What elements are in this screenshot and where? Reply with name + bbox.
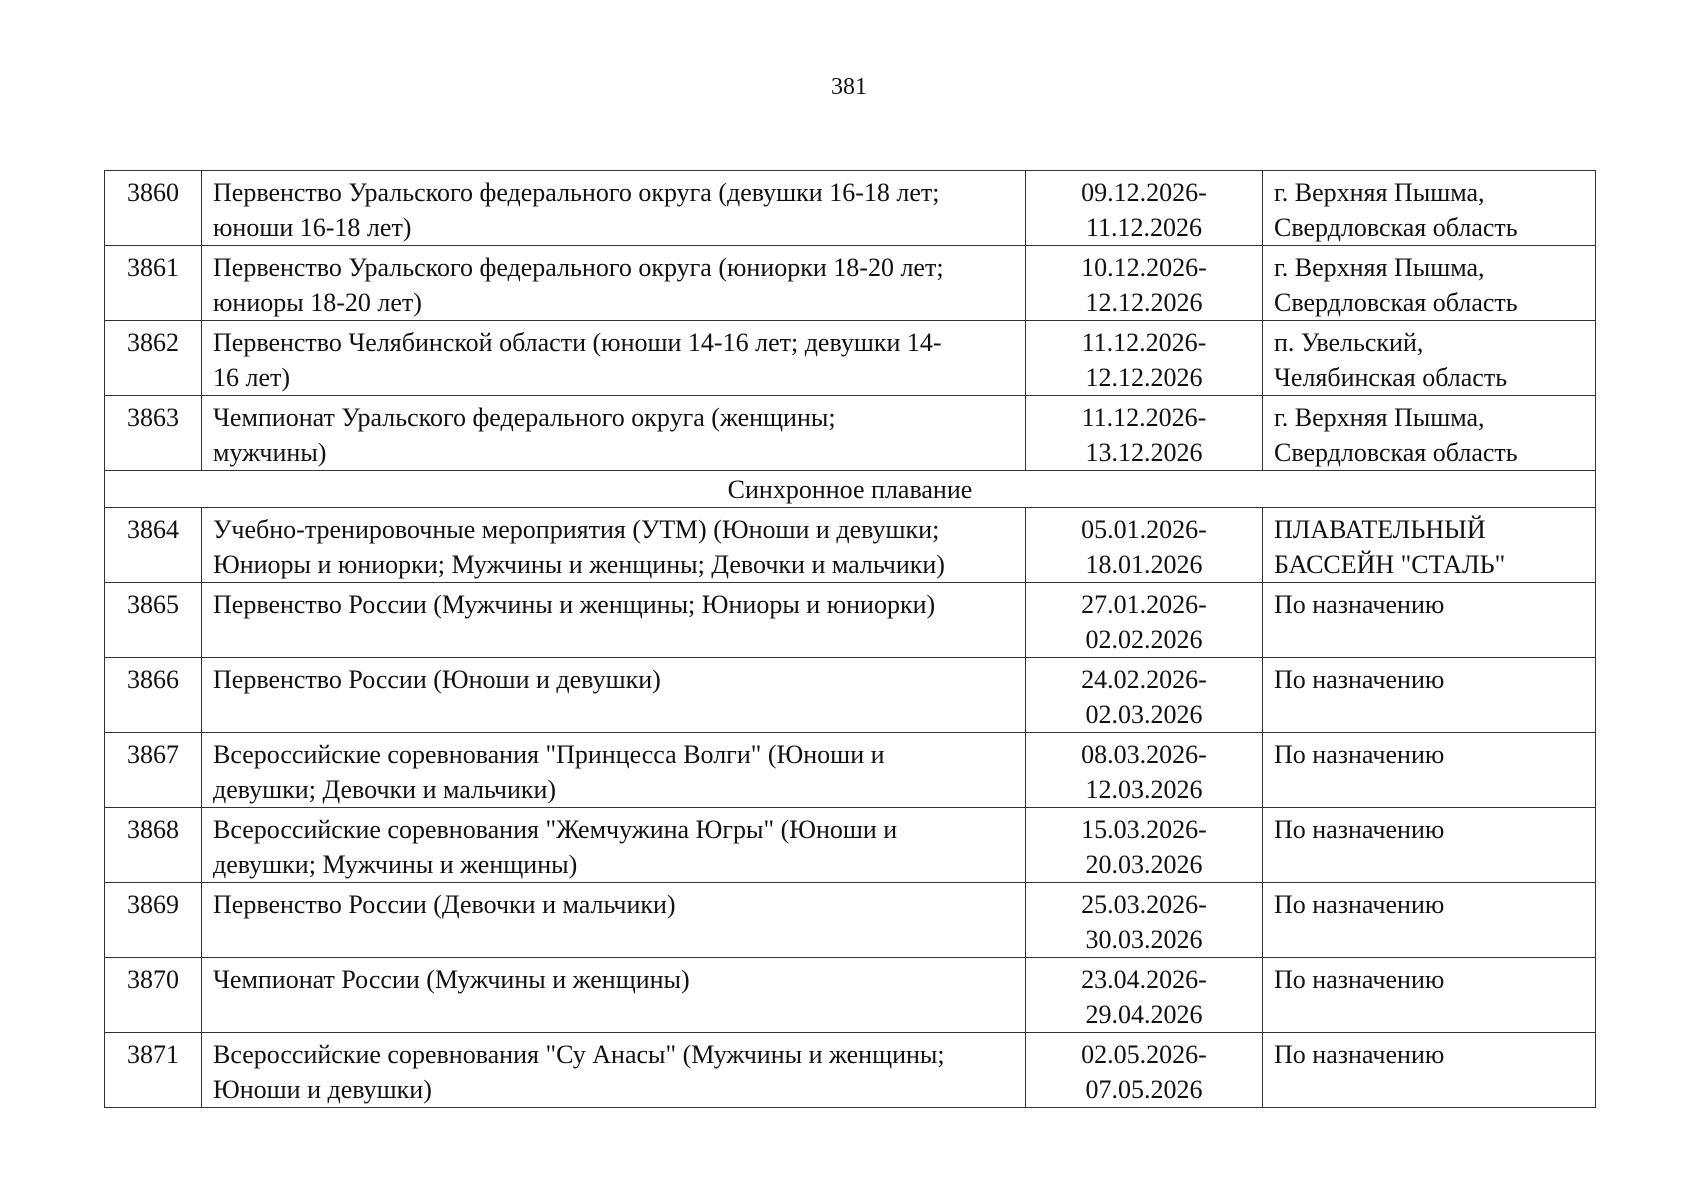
- event-number: 3861: [105, 246, 202, 321]
- table-row: [105, 508, 1596, 583]
- event-name: Учебно-тренировочные мероприятия (УТМ) (Юноши и девушки; Юниоры и юниорки; Мужчины и женщины; Девочки и мальчики): [202, 508, 1026, 583]
- event-place: По назначению: [1263, 1033, 1596, 1108]
- event-name: Первенство России (Мужчины и женщины; Юниоры и юниорки): [202, 583, 1026, 658]
- event-name: Первенство России (Юноши и девушки): [202, 658, 1026, 733]
- table-row: [105, 658, 1596, 733]
- event-number: 3864: [105, 508, 202, 583]
- event-dates: 23.04.2026- 29.04.2026: [1026, 958, 1263, 1033]
- event-name: Всероссийские соревнования "Су Анасы" (Мужчины и женщины; Юноши и девушки): [202, 1033, 1026, 1108]
- event-name: Чемпионат России (Мужчины и женщины): [202, 958, 1026, 1033]
- table-row: [105, 1033, 1596, 1108]
- table-row: [105, 583, 1596, 658]
- event-number: 3868: [105, 808, 202, 883]
- event-number: 3865: [105, 583, 202, 658]
- event-place: По назначению: [1263, 883, 1596, 958]
- event-dates: 05.01.2026- 18.01.2026: [1026, 508, 1263, 583]
- event-name: Первенство Челябинской области (юноши 14-16 лет; девушки 14- 16 лет): [202, 321, 1026, 396]
- section-header-row: [105, 471, 1596, 508]
- event-dates: 08.03.2026- 12.03.2026: [1026, 733, 1263, 808]
- table-row: [105, 733, 1596, 808]
- table-row: [105, 171, 1596, 246]
- event-name: Первенство Уральского федерального округа (юниорки 18-20 лет; юниоры 18-20 лет): [202, 246, 1026, 321]
- table-row: [105, 321, 1596, 396]
- event-number: 3870: [105, 958, 202, 1033]
- event-place: г. Верхняя Пышма, Свердловская область: [1263, 246, 1596, 321]
- event-dates: 10.12.2026- 12.12.2026: [1026, 246, 1263, 321]
- event-name: Всероссийские соревнования "Жемчужина Югры" (Юноши и девушки; Мужчины и женщины): [202, 808, 1026, 883]
- event-number: 3863: [105, 396, 202, 471]
- event-place: г. Верхняя Пышма, Свердловская область: [1263, 171, 1596, 246]
- event-number: 3867: [105, 733, 202, 808]
- event-name: Чемпионат Уральского федерального округа (женщины; мужчины): [202, 396, 1026, 471]
- event-place: По назначению: [1263, 958, 1596, 1033]
- event-number: 3866: [105, 658, 202, 733]
- event-dates: 11.12.2026- 12.12.2026: [1026, 321, 1263, 396]
- event-place: По назначению: [1263, 808, 1596, 883]
- event-place: п. Увельский, Челябинская область: [1263, 321, 1596, 396]
- table-row: [105, 808, 1596, 883]
- event-name: Первенство Уральского федерального округа (девушки 16-18 лет; юноши 16-18 лет): [202, 171, 1026, 246]
- event-place: г. Верхняя Пышма, Свердловская область: [1263, 396, 1596, 471]
- event-dates: 11.12.2026- 13.12.2026: [1026, 396, 1263, 471]
- event-name: Первенство России (Девочки и мальчики): [202, 883, 1026, 958]
- event-place: По назначению: [1263, 658, 1596, 733]
- event-place: По назначению: [1263, 733, 1596, 808]
- event-place: ПЛАВАТЕЛЬНЫЙ БАССЕЙН "СТАЛЬ": [1263, 508, 1596, 583]
- event-dates: 02.05.2026- 07.05.2026: [1026, 1033, 1263, 1108]
- event-number: 3871: [105, 1033, 202, 1108]
- section-title: Синхронное плавание: [105, 471, 1596, 508]
- event-number: 3860: [105, 171, 202, 246]
- table-row: [105, 246, 1596, 321]
- event-place: По назначению: [1263, 583, 1596, 658]
- event-name: Всероссийские соревнования "Принцесса Волги" (Юноши и девушки; Девочки и мальчики): [202, 733, 1026, 808]
- event-dates: 27.01.2026- 02.02.2026: [1026, 583, 1263, 658]
- events-table: [104, 170, 1596, 1108]
- event-dates: 09.12.2026- 11.12.2026: [1026, 171, 1263, 246]
- table-row: [105, 958, 1596, 1033]
- event-dates: 15.03.2026- 20.03.2026: [1026, 808, 1263, 883]
- event-dates: 25.03.2026- 30.03.2026: [1026, 883, 1263, 958]
- event-dates: 24.02.2026- 02.03.2026: [1026, 658, 1263, 733]
- table-row: [105, 883, 1596, 958]
- event-number: 3862: [105, 321, 202, 396]
- page-number: 381: [831, 74, 867, 100]
- event-number: 3869: [105, 883, 202, 958]
- table-row: [105, 396, 1596, 471]
